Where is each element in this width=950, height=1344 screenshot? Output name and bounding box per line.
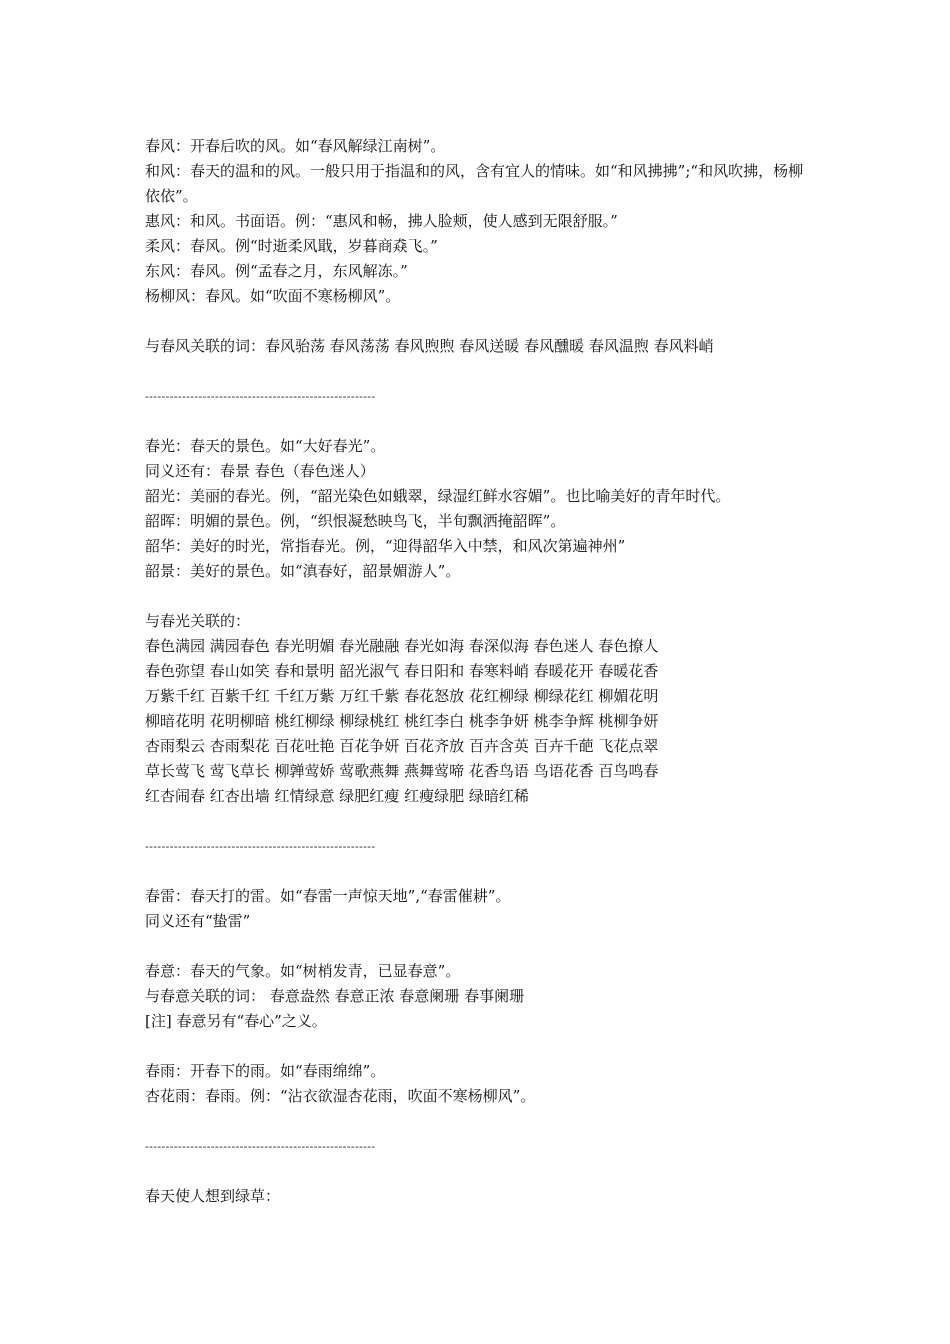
entry-shaohua: 韶华：美好的时光，常指春光。例，“迎得韶华入中禁，和风次第遍神州”	[145, 537, 626, 555]
related-words-wind: 与春风关联的词：春风骀荡 春风荡荡 春风煦煦 春风送暖 春风醺暖 春风温煦 春风料峭	[145, 337, 714, 355]
section-spring-light	[145, 434, 815, 809]
entry-xinghuayu: 杏花雨：春雨。例：“沾衣欲湿杏花雨，吹面不寒杨柳风”。	[145, 1087, 536, 1105]
entry-yangliufeng: 杨柳风：春风。如“吹面不寒杨柳风”。	[145, 287, 401, 305]
section-spring-wind	[145, 134, 815, 359]
entry-hefeng: 和风：春天的温和的风。一般只用于指温和的风，含有宜人的情味。如“和风拂拂”;“和风吹拂，杨柳依依”。	[145, 162, 804, 205]
blank-line	[145, 859, 815, 884]
blank-line	[145, 409, 815, 434]
entry-chunyu: 春雨：开春下的雨。如“春雨绵绵”。	[145, 1062, 386, 1080]
blank-line	[145, 309, 815, 334]
section-spring-rain	[145, 1059, 815, 1109]
divider: --------------------------------------------------------	[145, 390, 376, 403]
phrase-row: 春色满园 满园春色 春光明媚 春光融融 春光如海 春深似海 春色迷人 春色撩人	[145, 637, 659, 655]
entry-chunyi: 春意：春天的气象。如“树梢发青，已显春意”。	[145, 962, 461, 980]
entry-shaojing: 韶景：美好的景色。如“滇春好，韶景媚游人”。	[145, 562, 461, 580]
phrase-row: 红杏闹春 红杏出墙 红情绿意 绿肥红瘦 红瘦绿肥 绿暗红稀	[145, 787, 529, 805]
divider: --------------------------------------------------------	[145, 840, 376, 853]
section-spring-mood	[145, 959, 815, 1034]
section-green-grass	[145, 1184, 815, 1209]
section-spring-thunder	[145, 884, 815, 934]
blank-line	[145, 809, 815, 834]
document-body	[145, 134, 815, 1209]
blank-line	[145, 359, 815, 384]
related-words-mood: 与春意关联的词： 春意盎然 春意正浓 春意阑珊 春事阑珊	[145, 987, 525, 1005]
phrase-row: 杏雨梨云 杏雨梨花 百花吐艳 百花争妍 百花齐放 百卉含英 百卉千葩 飞花点翠	[145, 737, 659, 755]
related-title-light: 与春光关联的：	[145, 612, 251, 630]
divider: --------------------------------------------------------	[145, 1140, 376, 1153]
phrase-row: 草长莺飞 莺飞草长 柳亸莺娇 莺歌燕舞 燕舞莺啼 花香鸟语 鸟语花香 百鸟鸣春	[145, 762, 659, 780]
entry-chunfeng: 春风：开春后吹的风。如“春风解绿江南树”。	[145, 137, 446, 155]
entry-chunguang: 春光：春天的景色。如“大好春光”。	[145, 437, 386, 455]
blank-line	[145, 934, 815, 959]
phrase-row: 万紫千红 百紫千红 千红万紫 万红千紫 春花怒放 花红柳绿 柳绿花红 柳媚花明	[145, 687, 659, 705]
blank-line	[145, 1034, 815, 1059]
phrase-row: 春色弥望 春山如笑 春和景明 韶光淑气 春日阳和 春寒料峭 春暖花开 春暖花香	[145, 662, 659, 680]
entry-chunlei: 春雷：春天打的雷。如“春雷一声惊天地”,“春雷催耕”。	[145, 887, 511, 905]
entry-shaohui: 韶晖：明媚的景色。例，“织恨凝愁映鸟飞，半旬飘洒掩韶晖”。	[145, 512, 566, 530]
blank-line	[145, 1109, 815, 1134]
entry-roufeng: 柔风：春风。例“时逝柔风戢，岁暮商猋飞。”	[145, 237, 438, 255]
entry-shaoguang: 韶光：美丽的春光。例，“韶光染色如蛾翠，绿湿红鲜水容媚”。也比喻美好的青年时代。	[145, 487, 731, 505]
entry-dongfeng: 东风：春风。例“孟春之月，东风解冻。”	[145, 262, 408, 280]
entry-synonyms: 同义还有：春景 春色（春色迷人）	[145, 462, 375, 480]
phrase-row: 柳暗花明 花明柳暗 桃红柳绿 柳绿桃红 桃红李白 桃李争妍 桃李争辉 桃柳争妍	[145, 712, 659, 730]
entry-huifeng: 惠风：和风。书面语。例：“惠风和畅，拂人脸颊，使人感到无限舒服。”	[145, 212, 618, 230]
note: [注] 春意另有“春心”之义。	[145, 1012, 327, 1030]
section-title-grass: 春天使人想到绿草：	[145, 1187, 281, 1205]
blank-line	[145, 584, 815, 609]
blank-line	[145, 1159, 815, 1184]
entry-zhelei: 同义还有“蛰雷”	[145, 912, 251, 930]
